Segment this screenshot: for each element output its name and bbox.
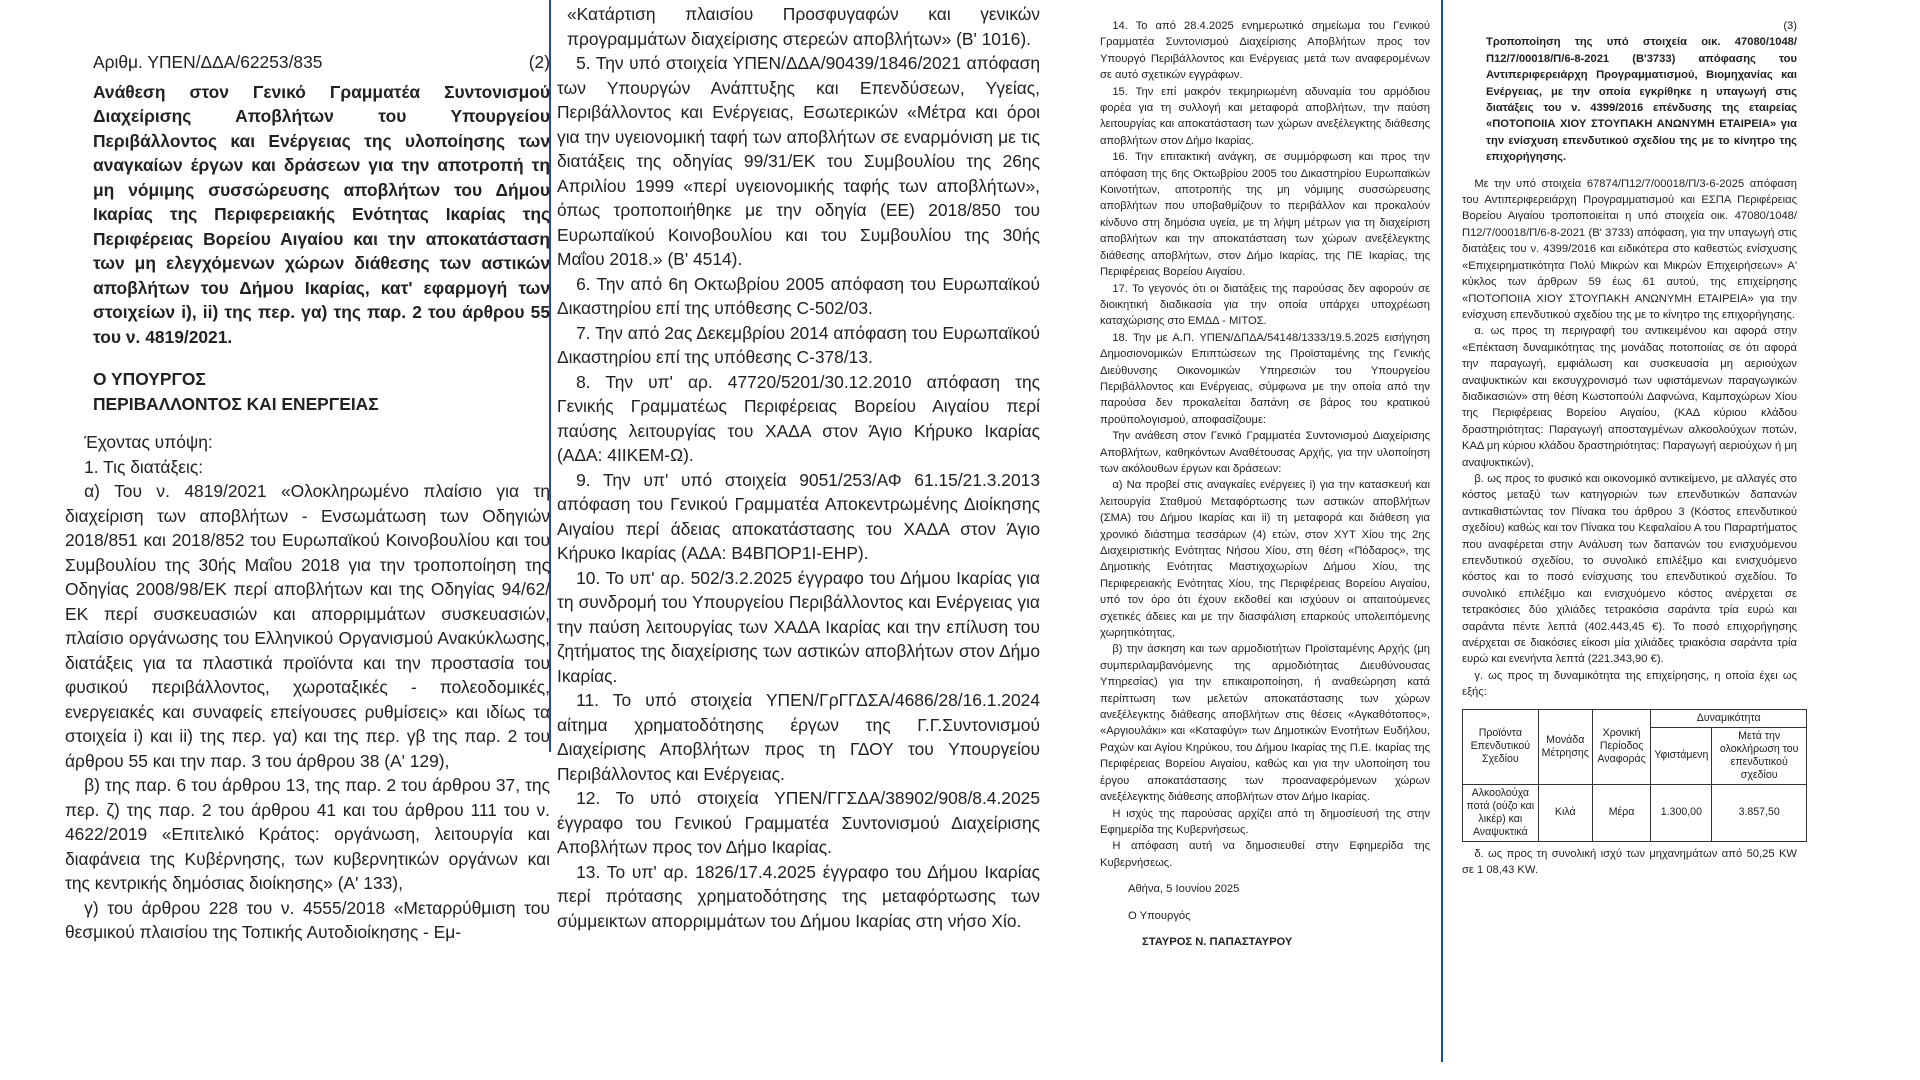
table-cell-unit: Κιλά <box>1538 784 1592 841</box>
assignment-item-a: α) Να προβεί στις αναγκαίες ενέργειες i) για την κατασκευή και λειτουργία Σταθμού Μεταφόρτωσης των αστικών αποβλήτων (ΣΜΑ) του Δήμου Ικαρίας και ii) τη μεταφορά και διάθεση για χρονικό διάστημα τεσσάρων (4) ετών, στον ΧΥΤ Χίου της 2ης Διαχειριστικής Ενότητας Νήσου Χίου, στη θέση «Πόδαρος», της Δημοτικής Ενότητας Μαστιχοχωρίων Δήμου Χίου, της Περιφερειακής Ενότητας Χίου, της Περιφέρειας Βορείου Αιγαίου, υπό τον όρο ότι έχουν εκδοθεί και ισχύουν οι απαιτούμενες σχετικές άδειες και με την διασφάλιση επαρκούς υπολειπόμενης χωρητικότητας, <box>1100 479 1430 640</box>
publication-paragraph: Η απόφαση αυτή να δημοσιευθεί στην Εφημερίδα της Κυβερνήσεως. <box>1100 840 1430 869</box>
decision-title: Ανάθεση στον Γενικό Γραμματέα Συντονισμού Διαχείρισης Αποβλήτων του Υπουργείου Περιβάλλοντος και Ενέργειας της υλοποίησης των αναγκαίων έργων και δράσεων για την αποτροπή τη μη νόμιμης συσσώρευσης αποβλήτων του Δήμου Ικαρίας της Περιφερειακής Ενότητας Ικαρίας της Περιφέρειας Βορείου Αιγαίου και την αποκατάσταση των μη ελεγχόμενων χώρων διάθεσης των αστικών αποβλήτων του Δήμου Ικαρίας, κατ' εφαρμογή των στοιχείων i), ii) της περ. γα) της παρ. 2 του άρθρου 55 του ν. 4819/2021. <box>93 81 550 347</box>
paragraph-17: 17. Το γεγονός ότι οι διατάξεις της παρούσας δεν αφορούν σε διοικητική διαδικασία για την οποία υπάρχει υποχρέωση καταχώρισης στο ΕΜΔΔ - ΜΙΤΟΣ. <box>1100 282 1430 328</box>
paragraph-8: 8. Την υπ' αρ. 47720/5201/30.12.2010 απόφαση της Γενικής Γραμματέως Περιφέρειας Βορείου Αιγαίου περί παύσης λειτουργίας του ΧΑΔΑ στον Άγιο Κήρυκο Ικαρίας (ΑΔΑ: 4ΙΙΚΕΜ-Ω). <box>557 371 1040 465</box>
capacity-table <box>1462 709 1807 842</box>
decision-3-title: Τροποποίηση της υπό στοιχεία οικ. 47080/1048/Π12/7/00018/Π/6-8-2021 (Β'3733) απόφασης του Αντιπεριφερειάρχη Προγραμματισμού, Βιομηχανίας και Ενέργειας, με την οποία εγκρίθηκε η υπαγωγή στις διατάξεις του ν. 4399/2016 επένδυσης της εταιρείας «ΠΟΤΟΠΟΙΙΑ ΧΙΟΥ ΣΤΟΥΠΑΚΗ ΑΝΩΝΥΜΗ ΕΤΑΙΡΕΙΑ» για την ενίσχυση επενδυτικού σχεδίου της με το κίνητρο της επιχορήγησης. <box>1486 36 1797 164</box>
decision-3-item-b: β. ως προς το φυσικό και οικονομικό αντικείμενο, με αλλαγές στο κόστος μεταξύ των κατηγοριών των επενδυτικών δαπανών αντικαθιστώντας τον Πίνακα του άρθρου 3 (Κόστος επενδυτικού σχεδίου) καθώς και τον Πίνακα του Κεφαλαίου Α του Παραρτήματος που αναφέρεται στην Ανάλυση των δαπανών του ενισχυόμενου επενδυτικού σχεδίου, το συνολικό επιλέξιμο και ενισχυόμενο κόστος και το ποσό ενίσχυσης του επενδυτικού σχεδίου. Το συνολικό επιλέξιμο και ενισχυόμενο κόστος ανέρχεται σε τετρακόσιες δύο χιλιάδες τετρακόσια σαράντα τρία ευρώ και σαράντα πέντε λεπτά (402.443,45 €). Το ποσό επιχορήγησης ανέρχεται σε διακόσιες είκοσι μία χιλιάδες τριακόσια σαράντα τρία ευρώ και ενενήντα λεπτά (221.343,90 €). <box>1462 472 1797 666</box>
column-4 <box>1462 18 1797 878</box>
paragraph-1a: α) Του ν. 4819/2021 «Ολοκληρωμένο πλαίσιο για τη διαχείριση των αποβλήτων - Ενσωμάτωση των Οδηγιών 2018/851 και 2018/852 του Ευρωπαϊκού Κοινοβουλίου και του Συμβουλίου της 30ής Μαΐου 2018 για την τροποποίηση της Οδηγίας 2008/98/ΕΚ περί αποβλήτων και της Οδηγίας 94/62/ΕΚ περί συσκευασιών και απορριμμάτων συσκευασιών, πλαίσιο οργάνωσης του Ελληνικού Οργανισμού Ανακύκλωσης, διατάξεις για τα πλαστικά προϊόντα και την προστασία του φυσικού περιβάλλοντος, χωροταξικές - πολεοδομικές, ενεργειακές και συναφείς επείγουσες ρυθμίσεις» και ιδίως τα στοιχεία i) και ii) της περ. γα) και της περ. γβ της παρ. 2 του άρθρου 55 και την παρ. 3 του άρθρου 38 (Α' 129), <box>65 481 550 771</box>
minister-heading <box>93 367 550 416</box>
table-cell-product: Αλκοολούχα ποτά (ούζο και λικέρ) και Αναψυκτικά <box>1463 784 1539 841</box>
column-3 <box>1100 18 1430 950</box>
decision-reference: Αριθμ. ΥΠΕΝ/ΔΔΑ/62253/835 <box>93 52 323 72</box>
signature-role: Ο Υπουργός <box>1128 909 1191 922</box>
minister-heading-line1: Ο ΥΠΟΥΡΓΟΣ <box>93 369 206 389</box>
column-1 <box>65 50 550 945</box>
assignment-paragraph: Την ανάθεση στον Γενικό Γραμματέα Συντονισμού Διαχείρισης Αποβλήτων, καθηκόντων Αναθέτουσας Αρχής, για την υλοποίηση των ακόλουθων έργων και δράσεων: <box>1100 430 1430 475</box>
paragraph-continuation: «Κατάρτιση πλαισίου Προσφυγαφών και γενικών προγραμμάτων διαχείρισης στερεών αποβλήτων» (Β' 1016). <box>567 4 1040 49</box>
table-header-unit: Μονάδα Μέτρησης <box>1538 709 1592 784</box>
paragraph-16: 16. Την επιτακτική ανάγκη, σε συμμόρφωση και προς την απόφαση της 6ης Οκτωβρίου 2005 του Δικαστηρίου Ευρωπαϊκών Κοινοτήτων, αποτροπής της μη νόμιμης συσσώρευσης αποβλήτων που υποβαθμίζουν το περιβάλλον και προκαλούν κίνδυνο στη δημόσια υγεία, με τη λήψη μέτρων για τη διαχείριση αποβλήτων και την αποκατάσταση των χώρων ανεξέλεγκτης διάθεσης αποβλήτων, στον Δήμο Ικαρίας, της ΠΕ Ικαρίας, της Περιφέρειας Βορείου Αιγαίου. <box>1100 151 1430 279</box>
assignment-item-b: β) την άσκηση και των αρμοδιοτήτων Προϊσταμένης Αρχής (μη συμπεριλαμβανόμενης της αρμοδιότητας Διευθύνουσας Υπηρεσίας) για την επικαιροποίηση, ή αναθεώρηση κατά περίπτωση των μελετών αποκατάστασης των χώρων ανεξέλεγκτης διάθεσης αποβλήτων στις θέσεις «Αγκαθότοπος», «Αργιουλάκι» και «Καταφύγι» των Δημοτικών Ενοτήτων Ευδήλου, Ραχών και Αγίου Κηρύκου, του Δήμου Ικαρίας της Π.Ε. Ικαρίας της Περιφέρειας Βορείου Αιγαίου, καθώς και για την υλοποίηση του έργου αποκατάστασης των προαναφερόμενων χώρων ανεξέλεγκτης διάθεσης αποβλήτων στον Δήμο Ικαρίας. <box>1100 643 1430 804</box>
paragraph-7: 7. Την από 2ας Δεκεμβρίου 2014 απόφαση του Ευρωπαϊκού Δικαστηρίου επί της υπόθεσης C-378/13. <box>557 322 1040 367</box>
decision-3-item-c: γ. ως προς τη δυναμικότητα της επιχείρησης, η οποία έχει ως εξής: <box>1462 669 1797 699</box>
paragraph-9: 9. Την υπ' υπό στοιχεία 9051/253/ΑΦ 61.15/21.3.2013 απόφαση του Γενικού Γραμματέα Αποκεντρωμένης Διοίκησης Αιγαίου περί άδειας αποκατάστασης του ΧΑΔΑ στον Άγιο Κήρυκο Ικαρίας (ΑΔΑ: Β4ΒΠΟΡ1Ι-ΕΗΡ). <box>557 469 1040 563</box>
paragraph-5: 5. Την υπό στοιχεία ΥΠΕΝ/ΔΔΑ/90439/1846/2021 απόφαση των Υπουργών Ανάπτυξης και Επενδύσεων, Υγείας, Περιβάλλοντος και Ενέργειας, Εσωτερικών «Μέτρα και όροι για την υγειονομική ταφή των αποβλήτων σε εναρμόνιση με τις διατάξεις της οδηγίας 99/31/ΕΚ του Συμβουλίου της 26ης Απριλίου 1999 «περί υγειονομικής ταφής των αποβλήτων», όπως τροποποιήθηκε με την οδηγία (ΕΕ) 2018/850 του Ευρωπαϊκού Κοινοβουλίου και του Συμβουλίου της 30ής Μαΐου 2018.» (Β' 4514). <box>557 53 1040 269</box>
table-header-period: Χρονική Περίοδος Αναφοράς <box>1592 709 1650 784</box>
paragraph-11: 11. Το υπό στοιχεία ΥΠΕΝ/ΓρΓΓΔΣΑ/4686/28/16.1.2024 αίτημα χρηματοδότησης έργων της Γ.Γ.Συντονισμού Διαχείρισης Αποβλήτων προς τη ΓΔΟΥ του Υπουργείου Περιβάλλοντος και Ενέργειας. <box>557 690 1040 784</box>
decision-3-intro: Με την υπό στοιχεία 67874/Π12/7/00018/Π/3-6-2025 απόφαση του Αντιπεριφερειάρχη Προγραμματισμού και ΕΣΠΑ Περιφέρειας Βορείου Αιγαίου τροποποιείται η υπό στοιχεία οικ. 47080/1048/Π12/7/00018/Π/6-8-2021 (Β' 3733) απόφαση, για την υπαγωγή στις διατάξεις του ν. 4399/2016 και ειδικότερα στο καθεστώς ενίσχυσης «Επιχειρηματικότητα Πολύ Μικρών και Μικρών Επιχειρήσεων» Α' κύκλος των άρθρων 59 έως 61 αυτού, της επιχείρησης «ΠΟΤΟΠΟΙΙΑ ΧΙΟΥ ΣΤΟΥΠΑΚΗ ΑΝΩΝΥΜΗ ΕΤΑΙΡΕΙΑ» για την ενίσχυση επενδυτικού σχεδίου της με το κίνητρο της επιχορήγησης. <box>1462 177 1797 321</box>
paragraph-1c: γ) του άρθρου 228 του ν. 4555/2018 «Μεταρρύθμιση του θεσμικού πλαισίου της Τοπικής Αυτοδιοίκησης - Εμ- <box>65 897 550 942</box>
decision-header <box>93 50 550 75</box>
column-2 <box>557 2 1040 933</box>
table-cell-existing: 1.300,00 <box>1651 784 1712 841</box>
minister-heading-line2: ΠΕΡΙΒΑΛΛΟΝΤΟΣ ΚΑΙ ΕΝΕΡΓΕΙΑΣ <box>93 393 379 414</box>
table-row <box>1463 784 1807 841</box>
paragraph-13: 13. Το υπ' αρ. 1826/17.4.2025 έγγραφο του Δήμου Ικαρίας περί πρότασης χρηματοδότησης της μεταφόρτωσης των σύμμεικτων απορριμμάτων του Δήμου Ικαρίας στη νήσο Χίο. <box>557 861 1040 931</box>
decision-3-item-a: α. ως προς τη περιγραφή του αντικειμένου και αφορά στην «Επέκταση δυναμικότητας της μονάδας ποτοποιίας σε ότι αφορά την παραγωγή, εμφιάλωση και συσκευασία μη αεριούχων αναψυκτικών και εκσυγχρονισμό των υφιστάμενων παραγωγικών διαδικασιών» στη θέση Κωστοπούλι Δαφνώνα, Καμποχώρων Χίου της Περιφέρειας Βορείου Αιγαίου, (ΚΑΔ κύριου κλάδου δραστηριότητας: Παραγωγή αποσταγμένων αλκοολούχων ποτών, ΚΑΔ μη κύριου κλάδου δραστηριότητας: Παραγωγή αεριούχων ή μη αναψυκτικών), <box>1462 325 1797 469</box>
table-cell-period: Μέρα <box>1592 784 1650 841</box>
paragraph-14: 14. Το από 28.4.2025 ενημερωτικό σημείωμα του Γενικού Γραμματέα Συντονισμού Διαχείρισης Αποβλήτων προς τον Υπουργό Περιβάλλοντος και Ενέργειας μετά των αναφερομένων σε αυτό σχετικών εγγράφων. <box>1100 20 1430 82</box>
paragraph-12: 12. Το υπό στοιχεία ΥΠΕΝ/ΓΓΣΔΑ/38902/908/8.4.2025 έγγραφο του Γενικού Γραμματέα Συντονισμού Διαχείρισης Αποβλήτων προς τον Δήμο Ικαρίας. <box>557 788 1040 857</box>
table-header-existing: Υφιστάμενη <box>1651 727 1712 784</box>
signature-block <box>1100 881 1430 950</box>
signature-name: ΣΤΑΥΡΟΣ Ν. ΠΑΠΑΣΤΑΥΡΟΥ <box>1142 935 1293 948</box>
paragraph-6: 6. Την από 6η Οκτωβρίου 2005 απόφαση του Ευρωπαϊκού Δικαστηρίου επί της υπόθεσης C-502/03. <box>557 273 1040 318</box>
paragraph-18: 18. Την με Α.Π. ΥΠΕΝ/ΔΠΔΑ/54148/1333/19.5.2025 εισήγηση Δημοσιονομικών Επιπτώσεων της Προϊσταμένης της Γενικής Διεύθυνσης Οικονομικών Υπηρεσιών του Υπουργείου Περιβάλλοντος και Ενέργειας, σύμφωνα με την οποία από την παρούσα δεν προκαλείται δαπάνη σε βάρος του κρατικού προϋπολογισμού, αποφασίζουμε: <box>1100 331 1430 426</box>
signature-date: Αθήνα, 5 Ιουνίου 2025 <box>1128 883 1240 896</box>
paragraph-1b: β) της παρ. 6 του άρθρου 13, της παρ. 2 του άρθρου 37, της περ. ζ) της παρ. 2 του άρθρου 41 και του άρθρου 111 του ν. 4622/2019 «Επιτελικό Κράτος: οργάνωση, λειτουργία και διαφάνεια της Κυβέρνησης, των κυβερνητικών οργάνων και της κεντρικής δημόσιας διοίκησης» (Α' 133), <box>65 775 550 893</box>
table-header-capacity: Δυναμικότητα <box>1651 709 1807 727</box>
decision-3-item-d: δ. ως προς τη συνολική ισχύ των μηχανημάτων από 50,25 KW σε 1 08,43 KW. <box>1462 847 1797 877</box>
validity-paragraph: Η ισχύς της παρούσας αρχίζει από τη δημοσίευσή της στην Εφημερίδα της Κυβερνήσεως. <box>1100 807 1430 836</box>
table-cell-after: 3.857,50 <box>1712 784 1807 841</box>
paragraph-10: 10. Το υπ' αρ. 502/3.2.2025 έγγραφο του Δήμου Ικαρίας για τη συνδρομή του Υπουργείου Περιβάλλοντος και Ενέργειας για την παύση λειτουργίας των ΧΑΔΑ Ικαρίας και την επίλυση του ζητήματος της διαχείρισης των αστικών αποβλήτων στον Δήμο Ικαρίας. <box>557 567 1040 686</box>
paragraph-15: 15. Την επί μακρόν τεκμηριωμένη αδυναμία του αρμόδιου φορέα για τη συλλογή και μεταφορά αποβλήτων, την παύση λειτουργίας και αποκατάσταση των χώρων ανεξέλεγκτης διάθεσης αποβλήτων στον Δήμο Ικαρίας. <box>1100 85 1430 147</box>
table-header-after: Μετά την ολοκλήρωση του επενδυτικού σχεδίου <box>1712 727 1807 784</box>
table-header-products: Προϊόντα Επενδυτικού Σχεδίου <box>1463 709 1539 784</box>
paragraph-1: 1. Τις διατάξεις: <box>84 456 204 477</box>
decision-number: (2) <box>528 52 550 72</box>
having-in-mind: Έχοντας υπόψη: <box>84 432 213 452</box>
column-divider-right <box>1441 0 1443 1062</box>
decision-number-3: (3) <box>1783 20 1797 32</box>
